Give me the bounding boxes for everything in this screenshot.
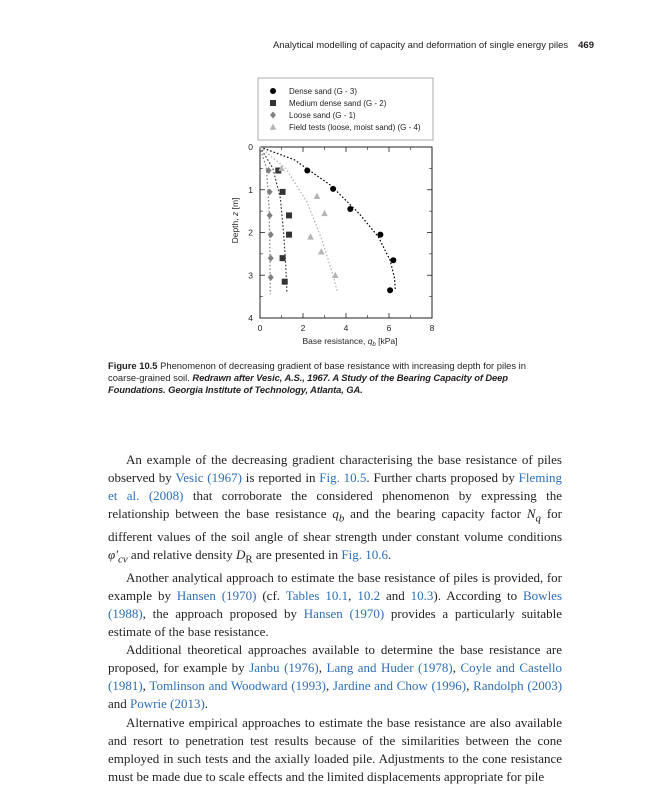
text-run: and relative density (127, 547, 236, 563)
citation-link[interactable]: Hansen (1970) (303, 605, 385, 621)
legend-label: Loose sand (G - 1) (289, 111, 356, 120)
paragraph-1 (108, 451, 562, 569)
figure-label: Figure 10.5 (108, 360, 158, 371)
text-run: , (348, 587, 358, 603)
text-run: Another analytical approach to estimate the base resistance of piles is provided, for example by (108, 569, 562, 603)
text-run: . (204, 696, 209, 712)
text-run: Alternative empirical approaches to estimate the base resistance are also available and resort to penetration test results because of the similarities between the cone employed in such tests and the axially loaded pile. Adjustments to the cone resistance must be made due to scale effects and the limited displacements appropriate for pile (108, 714, 562, 784)
citation-link[interactable]: Tomlinson and Woodward (1993) (149, 678, 326, 694)
legend-label: Medium dense sand (G - 2) (289, 99, 387, 108)
data-point (282, 279, 288, 285)
data-point (314, 193, 321, 199)
citation-link[interactable]: Hansen (1970) (176, 587, 257, 603)
text-run: that corroborate the considered phenomenon by expressing the relationship between the base resistance (108, 488, 563, 522)
text-run: and (380, 587, 411, 603)
text-run: Additional theoretical approaches available to determine the base resistance are proposed, for example by (108, 642, 562, 676)
math-subscript: cv (118, 553, 128, 566)
text-run: . (388, 547, 392, 563)
text-run: , (466, 678, 474, 694)
text-run: ). According to (433, 587, 524, 603)
data-point (307, 233, 314, 239)
math-symbol: N (526, 506, 536, 522)
data-point (267, 212, 273, 219)
legend-marker (270, 88, 276, 94)
caption-source: Redrawn after Vesic, A.S., 1967. A Study of the Bearing Capacity of Deep Foundations. Georgia Institute of Technology, Atlanta, GA. (108, 372, 508, 396)
citation-link[interactable]: Randolph (2003) (473, 678, 563, 694)
x-tick-label: 2 (300, 323, 306, 333)
y-tick-label: 1 (248, 184, 253, 195)
data-point (280, 189, 286, 195)
legend-marker (270, 112, 276, 119)
table-link[interactable]: Tables 10.1 (285, 587, 349, 603)
figure-link[interactable]: Fig. 10.5 (319, 470, 367, 486)
math-symbol: q (332, 506, 339, 522)
data-point (304, 168, 310, 174)
figure-10-5 (0, 0, 648, 350)
paragraph-2 (108, 569, 562, 641)
math-subscript: R (245, 553, 253, 566)
citation-link[interactable]: Powrie (2013) (130, 696, 205, 712)
data-point (377, 232, 383, 238)
legend-marker (270, 124, 277, 130)
text-run: . Further charts proposed by (366, 470, 519, 486)
paragraph-4 (108, 714, 562, 786)
text-run: for different values of the soil angle of shear strength under constant volume conditions (108, 506, 562, 544)
data-point (347, 206, 353, 212)
text-run: , the approach proposed by (142, 605, 304, 621)
data-point (268, 231, 274, 238)
text-run: , (142, 678, 150, 694)
data-point (330, 186, 336, 192)
trend-curve (260, 147, 337, 292)
caption-text: Phenomenon of decreasing gradient of base resistance with increasing depth for piles in coarse-grained soil. (108, 360, 526, 384)
text-run: and (108, 696, 131, 712)
data-point (332, 272, 339, 278)
y-tick-label: 0 (248, 142, 253, 152)
legend-marker (270, 100, 276, 106)
text-run: are presented in (252, 547, 342, 563)
text-run: provides a particularly suitable estimate of the base resistance. (108, 605, 562, 640)
data-point (280, 255, 286, 261)
data-point (387, 287, 393, 293)
text-run: , (325, 678, 333, 694)
data-point (286, 232, 292, 238)
y-tick-label: 3 (248, 270, 253, 281)
data-point (318, 248, 325, 254)
text-run: , (452, 660, 461, 676)
body-text (108, 451, 562, 786)
text-run: An example of the decreasing gradient characterising the base resistance of piles observed by (108, 452, 562, 486)
data-point (390, 257, 396, 263)
table-link[interactable]: 10.3 (410, 587, 434, 603)
data-point (321, 210, 328, 216)
page-number: 469 (578, 40, 594, 51)
text-run: is reported in (241, 470, 320, 486)
data-point (268, 274, 274, 281)
y-axis-title: Depth, z [m] (230, 197, 240, 244)
axes-frame (260, 147, 432, 318)
math-symbol: D (235, 547, 246, 563)
text-run: and the bearing capacity factor (344, 506, 527, 522)
plot-area (230, 142, 435, 348)
y-tick-label: 4 (248, 313, 253, 323)
x-axis-title: Base resistance, $q_b$ [kPa] (302, 336, 398, 348)
math-subscript: b (338, 512, 345, 525)
x-tick-label: 4 (343, 323, 349, 333)
y-tick-label: 2 (248, 227, 253, 238)
citation-link[interactable]: Jardine and Chow (1996) (332, 678, 467, 694)
math-symbol: φ′ (108, 547, 119, 563)
figure-link[interactable]: Fig. 10.6 (341, 547, 388, 563)
citation-link[interactable]: Lang and Huder (1978) (326, 660, 453, 676)
chart-legend (258, 78, 433, 140)
citation-link[interactable]: Coyle and Castello (1981) (108, 660, 562, 694)
legend-label: Dense sand (G - 3) (289, 87, 358, 96)
figure-caption (108, 360, 556, 397)
running-title: Analytical modelling of capacity and deformation of single energy piles (272, 40, 569, 51)
x-tick-label: 0 (257, 323, 263, 333)
citation-link[interactable]: Bowles (1988) (108, 587, 563, 621)
data-point (268, 255, 274, 262)
table-link[interactable]: 10.2 (357, 587, 381, 603)
text-run: , (318, 660, 327, 676)
data-point (286, 212, 292, 218)
legend-label: Field tests (loose, moist sand) (G - 4) (289, 123, 421, 132)
paragraph-3 (108, 641, 562, 713)
citation-link[interactable]: Janbu (1976) (249, 660, 319, 676)
citation-link[interactable]: Fleming et al. (2008) (108, 470, 563, 504)
math-subscript: q (535, 512, 541, 525)
x-tick-label: 6 (386, 323, 392, 333)
citation-link[interactable]: Vesic (1967) (175, 470, 242, 486)
text-run: (cf. (256, 587, 286, 603)
x-tick-label: 8 (429, 323, 435, 333)
